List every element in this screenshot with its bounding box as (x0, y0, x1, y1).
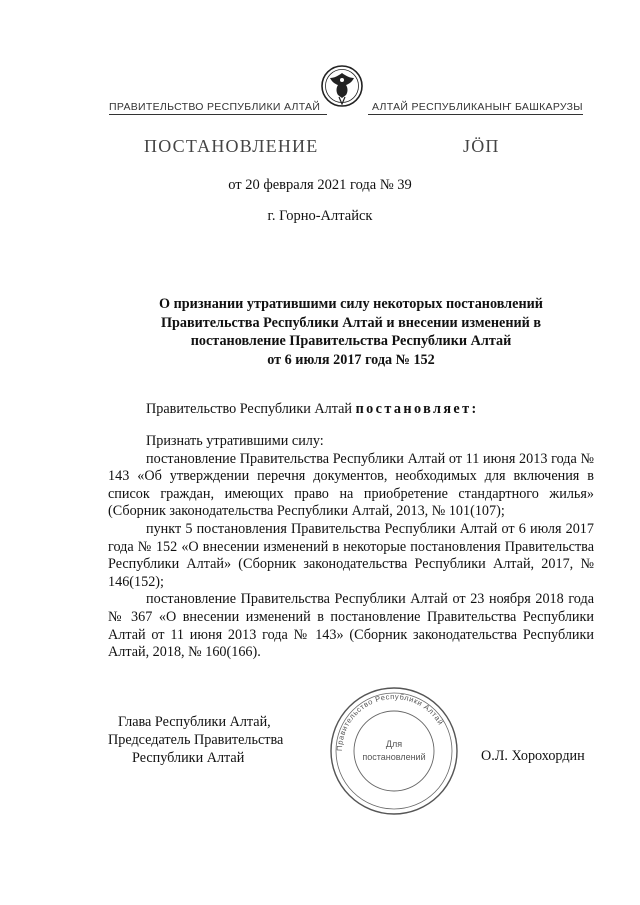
document-title (108, 295, 594, 370)
doc-type-russian: ПОСТАНОВЛЕНИЕ (144, 136, 319, 156)
body-paragraph: Признать утратившими силу: (146, 433, 324, 449)
signatory-line: Председатель Правительства (108, 732, 284, 748)
header-org-left: ПРАВИТЕЛЬСТВО РЕСПУБЛИКИ АЛТАЙ (109, 101, 321, 113)
stamp-text-2: постановлений (362, 752, 426, 762)
official-stamp-icon (327, 684, 461, 818)
title-line: постановление Правительства Республики Алтай (190, 333, 512, 350)
preamble-keyword: постановляет: (355, 401, 479, 417)
title-line: Правительства Республики Алтай и внесении изменений в (160, 314, 542, 331)
body-paragraph: постановление Правительства Республики Алтай от 23 ноября 2018 года № 367 «О внесении изменений в постановление Правительства Республики Алтай от 11 июня 2013 года № 143» (Сборник законодательства Республики Алтай, 2018, № 160(166). (108, 591, 594, 661)
document-body (108, 433, 594, 662)
signatory-line: Глава Республики Алтай, (118, 714, 271, 730)
signatory-line: Республики Алтай (132, 750, 245, 766)
document-date: от 20 февраля 2021 года № 39 (228, 177, 412, 193)
body-paragraph: пункт 5 постановления Правительства Республики Алтай от 6 июля 2017 года № 152 «О внесении изменений в некоторые постановления Правительства Республики Алтай» (Сборник законодательства Республики Алтай, 2017, № 146(152); (108, 520, 594, 590)
header-rule-right (368, 114, 583, 115)
doc-type-altai: ЈÖП (463, 136, 500, 156)
header-rule-left (109, 114, 327, 115)
stamp-ring-text: Правительство Республики Алтай (334, 691, 446, 752)
title-line: О признании утратившими силу некоторых постановлений (159, 296, 543, 312)
header-org-right: АЛТАЙ РЕСПУБЛИКАНЫҤ БАШКАРУЗЫ (372, 101, 583, 113)
body-paragraph: постановление Правительства Республики Алтай от 11 июня 2013 года № 143 «Об утверждении перечня документов, необходимых для включения в список граждан, имеющих право на приобретение стандартного жилья» (Сборник законодательства Республики Алтай, 2013, № 101(107); (108, 450, 594, 520)
stamp-text-1: Для (385, 739, 403, 749)
document-city: г. Горно-Алтайск (267, 208, 373, 224)
signatory-title (108, 713, 308, 767)
title-line: от 6 июля 2017 года № 152 (267, 352, 435, 369)
signatory-name: О.Л. Хорохордин (481, 748, 585, 764)
preamble-prefix: Правительство Республики Алтай (146, 401, 353, 417)
preamble (108, 401, 594, 419)
republic-emblem-icon (320, 64, 364, 112)
